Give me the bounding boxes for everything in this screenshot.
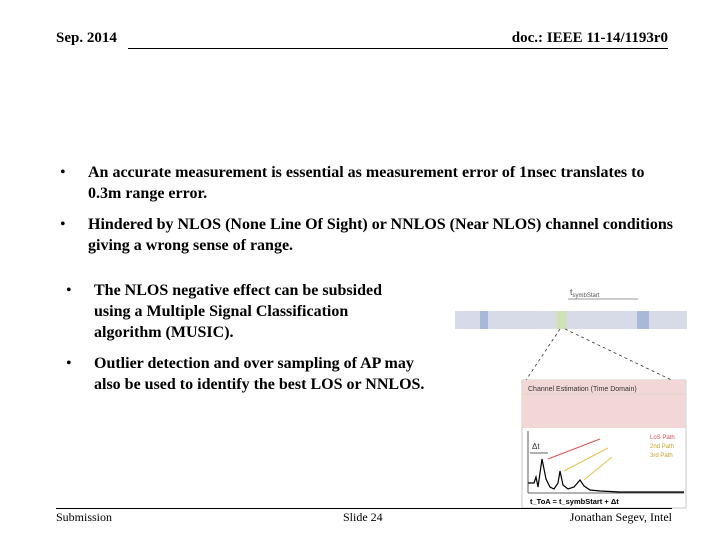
zoom-line-right: [565, 329, 684, 386]
bullet-dot-icon: •: [60, 216, 66, 233]
footer-slide-number: Slide 24: [343, 510, 383, 524]
bullet-dot-icon: •: [66, 355, 72, 372]
t-symbstart-label: $t_{symbStart}$: [570, 287, 600, 299]
bullet-text: The NLOS negative effect can be subsided using a Multiple Signal Classification algorithm (MUSIC).: [94, 282, 382, 341]
path-legend: [650, 435, 675, 459]
bullet-item: [60, 162, 680, 204]
bullet-item: [66, 280, 414, 343]
bullet-text: Hindered by NLOS (None Line Of Sight) or NNLOS (Near NLOS) channel conditions giving a wrong sense of range.: [88, 216, 673, 254]
bullet-list-side: [66, 280, 446, 405]
bullet-item: [66, 353, 434, 395]
footer-author: Jonathan Segev, Intel: [569, 510, 672, 524]
footer-rule: [56, 508, 672, 509]
symbol-bar-segment: [637, 311, 649, 329]
ce-panel-title: Channel Estimation (Time Domain): [528, 386, 637, 393]
bullet-item: [60, 214, 680, 256]
zoom-line-left: [522, 329, 560, 386]
symbol-bar: [455, 311, 687, 329]
bullet-text: Outlier detection and over sampling of AP may also be used to identify the best LOS or NNLOS.: [94, 355, 425, 393]
bullet-dot-icon: •: [66, 282, 72, 299]
bullet-list-top: [60, 162, 680, 266]
header-doc-id: doc.: IEEE 11-14/1193r0: [511, 30, 668, 46]
bullet-dot-icon: •: [60, 164, 66, 181]
header-rule: [128, 48, 668, 49]
header-date: Sep. 2014: [56, 30, 117, 46]
symbol-bar-segment: [557, 311, 567, 329]
legend-los-path: LoS Path: [650, 435, 675, 441]
delta-t-label: Δt: [532, 442, 540, 451]
toa-equation: t_ToA = t_symbStart + Δt: [530, 497, 619, 506]
footer-submission: Submission: [56, 510, 113, 524]
bullet-text: An accurate measurement is essential as measurement error of 1nsec translates to 0.3m range error.: [88, 164, 645, 202]
channel-estimation-figure: [450, 283, 690, 513]
legend-third-path: 3rd Path: [650, 453, 673, 459]
legend-second-path: 2nd Path: [650, 444, 675, 450]
symbol-bar-segment: [480, 311, 488, 329]
